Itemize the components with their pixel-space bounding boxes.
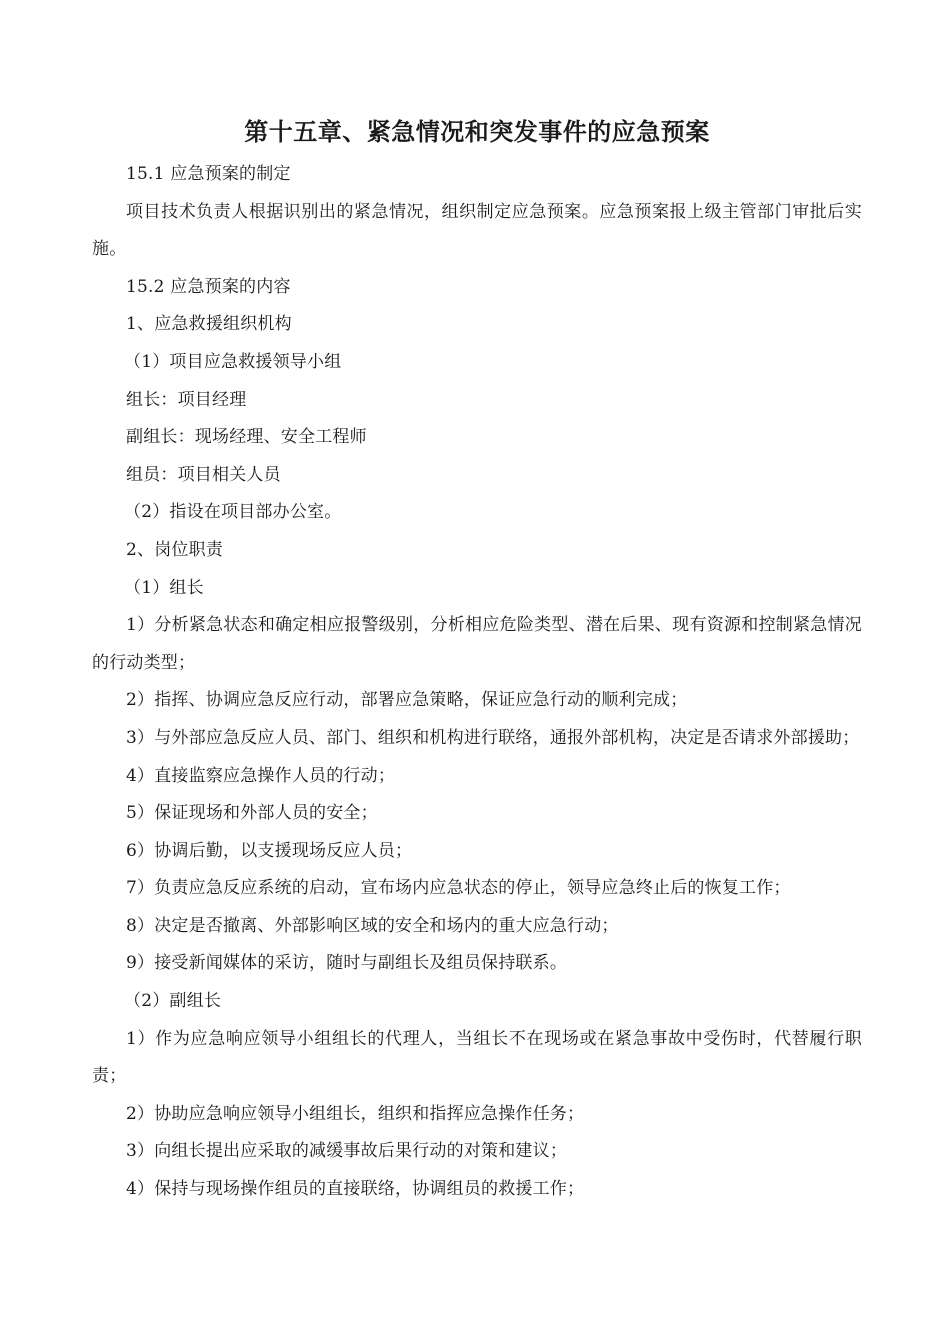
body-paragraph: 项目技术负责人根据识别出的紧急情况，组织制定应急预案。应急预案报上级主管部门审批后实施。: [92, 201, 862, 260]
list-item: 8）决定是否撤离、外部影响区域的安全和场内的重大应急行动；: [126, 915, 619, 936]
list-heading: 1、应急救援组织机构: [126, 314, 292, 335]
section-heading: 15.2 应急预案的内容: [126, 276, 291, 297]
list-item: 2）指挥、协调应急反应行动，部署应急策略，保证应急行动的顺利完成；: [126, 690, 688, 711]
list-item: 5）保证现场和外部人员的安全；: [126, 803, 378, 824]
list-item: 2）协助应急响应领导小组组长，组织和指挥应急操作任务；: [126, 1103, 585, 1124]
list-item: 6）协调后勤，以支援现场反应人员；: [126, 840, 413, 861]
sub-heading: （1）项目应急救援领导小组: [124, 351, 342, 372]
list-item: 1）作为应急响应领导小组组长的代理人，当组长不在现场或在紧急事故中受伤时，代替履行职责；: [92, 1028, 862, 1087]
sub-heading: （2）副组长: [124, 991, 222, 1012]
sub-heading: （2）指设在项目部办公室。: [124, 502, 342, 523]
list-item: 3）向组长提出应采取的减缓事故后果行动的对策和建议；: [126, 1141, 568, 1162]
list-item: 副组长：现场经理、安全工程师: [126, 427, 367, 448]
chapter-title: 第十五章、紧急情况和突发事件的应急预案: [244, 117, 710, 146]
list-item: 4）保持与现场操作组员的直接联络，协调组员的救援工作；: [126, 1179, 585, 1200]
list-item: 组长：项目经理: [126, 389, 247, 410]
list-item: 7）负责应急反应系统的启动，宣布场内应急状态的停止，领导应急终止后的恢复工作；: [126, 878, 791, 899]
list-item: 4）直接监察应急操作人员的行动；: [126, 765, 396, 786]
list-item: 组员：项目相关人员: [126, 464, 281, 485]
sub-heading: （1）组长: [124, 577, 204, 598]
list-item: 1）分析紧急状态和确定相应报警级别，分析相应危险类型、潜在后果、现有资源和控制紧急情况的行动类型；: [92, 615, 862, 673]
list-item: 9）接受新闻媒体的采访，随时与副组长及组员保持联系。: [126, 953, 568, 974]
list-heading: 2、岗位职责: [126, 539, 224, 560]
list-item: 3）与外部应急反应人员、部门、组织和机构进行联络，通报外部机构，决定是否请求外部援助；: [126, 727, 860, 748]
section-heading: 15.1 应急预案的制定: [126, 164, 291, 184]
